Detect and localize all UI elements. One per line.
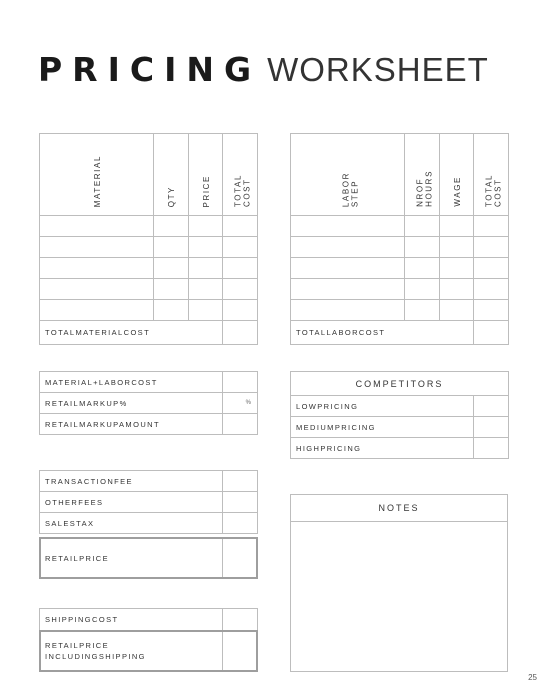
retail-price-row <box>40 538 258 579</box>
hours-cell[interactable] <box>405 279 440 300</box>
markup-row <box>40 372 258 393</box>
fee-row <box>40 471 258 492</box>
transaction-fee-value[interactable] <box>223 471 258 492</box>
labor-total-cost-header-label: TOTAL COST <box>484 173 503 207</box>
qty-header-label: QTY <box>167 185 176 207</box>
labor-row <box>291 216 509 237</box>
retail-price-shipping-row <box>40 631 258 672</box>
other-fees-value[interactable] <box>223 492 258 513</box>
page-number: 25 <box>528 673 537 682</box>
total-cost-cell[interactable] <box>223 258 258 279</box>
wage-cell[interactable] <box>440 258 474 279</box>
material-cell[interactable] <box>40 237 154 258</box>
medium-pricing-label: MEDIUMPRICING <box>291 417 474 438</box>
labor-total-row <box>291 321 509 345</box>
labor-total-cost-header-cell <box>474 134 509 216</box>
fee-row <box>40 492 258 513</box>
labor-total-cost-cell[interactable] <box>474 300 509 321</box>
competitors-table <box>290 371 509 459</box>
price-cell[interactable] <box>189 300 223 321</box>
competitors-header-row <box>291 372 509 396</box>
qty-cell[interactable] <box>154 237 189 258</box>
total-cost-cell[interactable] <box>223 279 258 300</box>
labor-step-header-cell <box>291 134 405 216</box>
notes-heading: NOTES <box>291 495 507 522</box>
retail-markup-amount-value[interactable] <box>223 414 258 435</box>
price-header-label: PRICE <box>201 174 211 207</box>
transaction-fee-label: TRANSACTIONFEE <box>40 471 223 492</box>
total-material-cost-label: TOTALMATERIALCOST <box>40 321 223 345</box>
labor-total-cost-cell[interactable] <box>474 237 509 258</box>
total-cost-cell[interactable] <box>223 300 258 321</box>
fee-row <box>40 513 258 534</box>
qty-cell[interactable] <box>154 300 189 321</box>
labor-total-cost-cell[interactable] <box>474 216 509 237</box>
wage-header-label: WAGE <box>452 176 462 207</box>
hours-cell[interactable] <box>405 216 440 237</box>
total-cost-header-cell <box>223 134 258 216</box>
labor-row <box>291 237 509 258</box>
qty-cell[interactable] <box>154 279 189 300</box>
labor-step-cell[interactable] <box>291 300 405 321</box>
notes-box <box>290 494 508 672</box>
material-table <box>39 133 258 345</box>
labor-total-cost-cell[interactable] <box>474 279 509 300</box>
shipping-cost-row <box>40 609 258 631</box>
material-header-row <box>40 134 258 216</box>
title-bold: PRICING <box>38 50 262 89</box>
labor-header-row <box>291 134 509 216</box>
material-header-label: MATERIAL <box>92 154 102 207</box>
competitors-heading: COMPETITORS <box>291 372 509 396</box>
retail-price-box <box>39 537 258 579</box>
price-cell[interactable] <box>189 258 223 279</box>
price-cell[interactable] <box>189 216 223 237</box>
wage-cell[interactable] <box>440 300 474 321</box>
total-cost-cell[interactable] <box>223 216 258 237</box>
hours-cell[interactable] <box>405 300 440 321</box>
price-cell[interactable] <box>189 237 223 258</box>
page-title <box>38 50 489 90</box>
material-row <box>40 300 258 321</box>
material-labor-cost-label: MATERIAL+LABORCOST <box>40 372 223 393</box>
retail-price-shipping-box <box>39 630 258 672</box>
hours-header-label: NROF HOURS <box>415 170 434 207</box>
retail-markup-amount-label: RETAILMARKUPAMOUNT <box>40 414 223 435</box>
notes-area[interactable] <box>291 522 507 672</box>
labor-row <box>291 300 509 321</box>
labor-step-cell[interactable] <box>291 258 405 279</box>
retail-price-shipping-value[interactable] <box>223 631 258 672</box>
total-cost-cell[interactable] <box>223 237 258 258</box>
retail-markup-percent-label: RETAILMARKUP% <box>40 393 223 414</box>
retail-price-label: RETAILPRICE <box>40 538 223 579</box>
title-light: WORKSHEET <box>267 51 489 88</box>
hours-header-cell <box>405 134 440 216</box>
total-cost-header-label: TOTAL COST <box>233 173 252 207</box>
qty-cell[interactable] <box>154 216 189 237</box>
labor-total-cost-cell[interactable] <box>474 258 509 279</box>
retail-price-value[interactable] <box>223 538 258 579</box>
high-pricing-value[interactable] <box>474 438 509 459</box>
low-pricing-label: LOWPRICING <box>291 396 474 417</box>
competitor-row <box>291 417 509 438</box>
material-cell[interactable] <box>40 279 154 300</box>
labor-table <box>290 133 509 345</box>
medium-pricing-value[interactable] <box>474 417 509 438</box>
sales-tax-value[interactable] <box>223 513 258 534</box>
material-cell[interactable] <box>40 300 154 321</box>
shipping-cost-value[interactable] <box>223 609 258 631</box>
total-material-cost-value[interactable] <box>223 321 258 345</box>
markup-row <box>40 393 258 414</box>
high-pricing-label: HIGHPRICING <box>291 438 474 459</box>
material-row <box>40 279 258 300</box>
qty-cell[interactable] <box>154 258 189 279</box>
sales-tax-label: SALESTAX <box>40 513 223 534</box>
percent-symbol[interactable]: % <box>223 393 258 414</box>
total-labor-cost-value[interactable] <box>474 321 509 345</box>
price-cell[interactable] <box>189 279 223 300</box>
other-fees-label: OTHERFEES <box>40 492 223 513</box>
labor-step-cell[interactable] <box>291 279 405 300</box>
retail-price-shipping-line2: INCLUDINGSHIPPING <box>45 652 146 661</box>
total-labor-cost-label: TOTALLABORCOST <box>291 321 474 345</box>
material-header-cell <box>40 134 154 216</box>
retail-price-shipping-line1: RETAILPRICE <box>45 641 110 650</box>
labor-step-cell[interactable] <box>291 216 405 237</box>
wage-cell[interactable] <box>440 237 474 258</box>
material-cell[interactable] <box>40 258 154 279</box>
markup-row <box>40 414 258 435</box>
wage-cell[interactable] <box>440 279 474 300</box>
wage-cell[interactable] <box>440 216 474 237</box>
competitor-row <box>291 396 509 417</box>
wage-header-cell <box>440 134 474 216</box>
material-labor-cost-value[interactable] <box>223 372 258 393</box>
markup-table <box>39 371 258 435</box>
hours-cell[interactable] <box>405 258 440 279</box>
material-total-row <box>40 321 258 345</box>
retail-price-shipping-label <box>40 631 223 672</box>
labor-row <box>291 258 509 279</box>
labor-step-header-label: LABOR STEP <box>341 171 359 207</box>
price-header-cell <box>189 134 223 216</box>
shipping-cost-label: SHIPPINGCOST <box>40 609 223 631</box>
material-cell[interactable] <box>40 216 154 237</box>
hours-cell[interactable] <box>405 237 440 258</box>
material-row <box>40 258 258 279</box>
fees-table <box>39 470 258 534</box>
material-row <box>40 216 258 237</box>
labor-step-cell[interactable] <box>291 237 405 258</box>
labor-row <box>291 279 509 300</box>
low-pricing-value[interactable] <box>474 396 509 417</box>
competitor-row <box>291 438 509 459</box>
qty-header-cell <box>154 134 189 216</box>
material-row <box>40 237 258 258</box>
shipping-table <box>39 608 258 631</box>
